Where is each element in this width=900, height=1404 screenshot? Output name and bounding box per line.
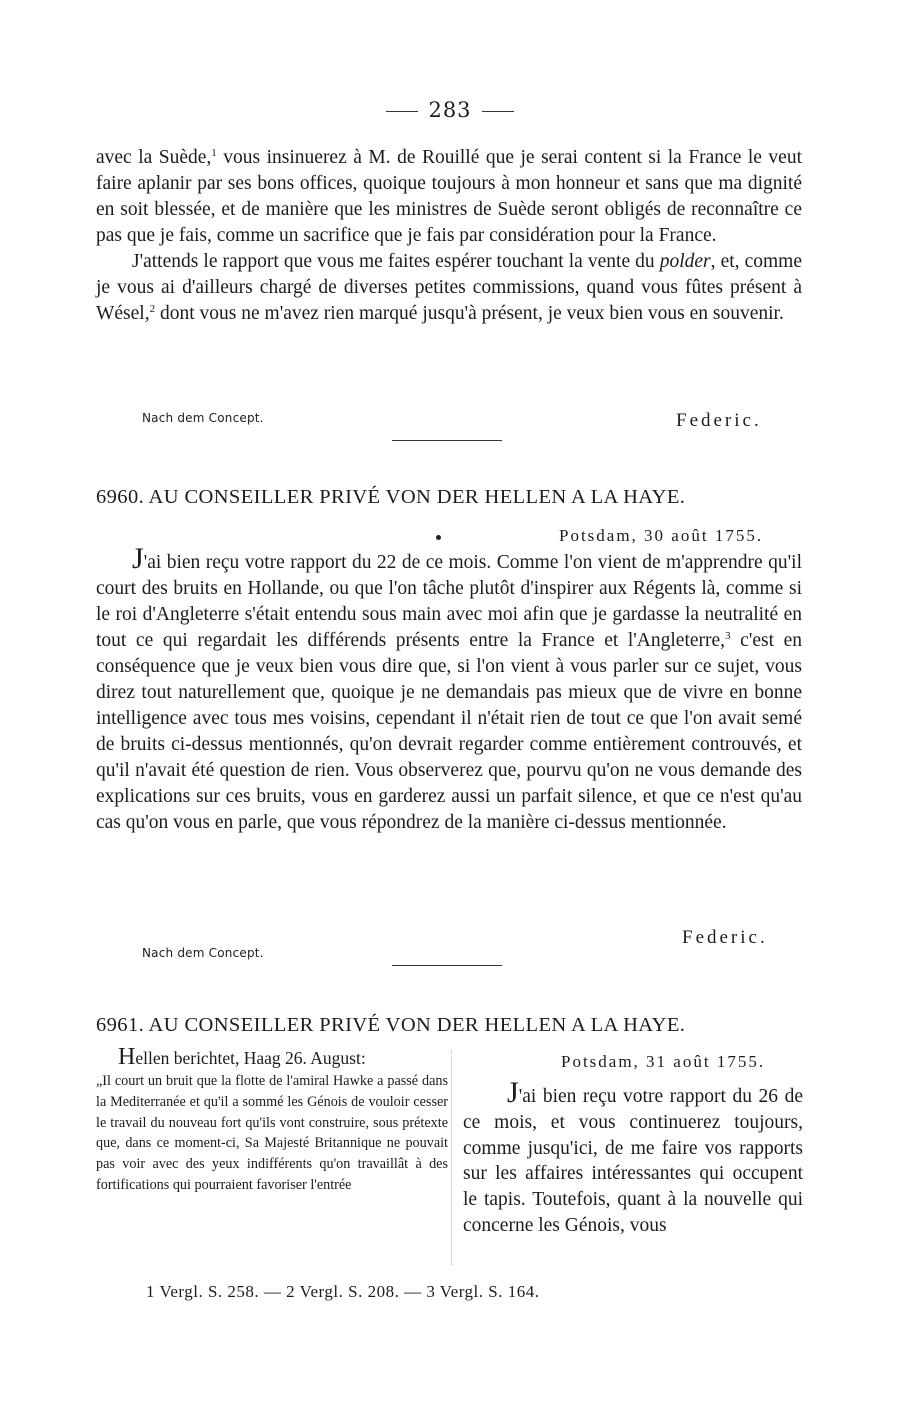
letter-body-6961 (463, 1076, 803, 1239)
footnote-ref-3[interactable]: 3 (725, 630, 731, 642)
intro-paragraph-1: avec la Suède,$^1$ vous insinuerez à M. de Rouillé que je serai content si la France le veut faire aplanir par ses bons offices, quoique toujours à mon honneur et sans que ma dignité en soit blessée, et de manière que les ministres de Suède seront obligés de reconnaître ce pas que je fais, comme un sacrifice que je fais par considération pour la France. (96, 147, 802, 246)
source-note: Nach dem Concept. (142, 411, 264, 425)
summary-lead: Hellen berichtet, Haag 26. August: (118, 1044, 366, 1070)
section-divider (392, 965, 502, 966)
footnotes: 1 Vergl. S. 258. — 2 Vergl. S. 208. — 3 Vergl. S. 164. (146, 1282, 540, 1301)
column-separator (451, 1050, 452, 1265)
dropcap-j: J (507, 1076, 519, 1109)
dropcap-h: H (118, 1044, 136, 1070)
page-number-dash-right (482, 111, 514, 112)
letter-paragraph-6961: J'ai bien reçu votre rapport du 26 de ce mois, et vous continuerez toujours, comme jusqu'ici, de me faire vos rapports sur les affaires intéressantes qui occupent le tapis. Toutefois, quant à la nouvelle qui concerne les Génois, vous (463, 1076, 803, 1236)
footnote-ref-1[interactable]: 1 (211, 147, 217, 159)
letter-heading-6961: 6961. AU CONSEILLER PRIVÉ VON DER HELLEN A LA HAYE. (96, 1014, 686, 1036)
source-note-6960: Nach dem Concept. (142, 946, 264, 960)
dropcap-j: J (132, 542, 144, 575)
place-date-6960: Potsdam, 30 août 1755. (559, 526, 764, 545)
summary-quote: „Il court un bruit que la flotte de l'amiral Hawke a passé dans la Mediterranée et qu'il a sommé les Génois de vouloir cesser le travail du nouveau fort qu'ils vont construire, sous prétexte que, dans ce moment-ci, Sa Majesté Britannique ne pouvait pas voir avec des yeux indifférents qu'on travaillât à des fortifications qui pourraient favoriser l'entrée (96, 1073, 448, 1193)
footnote-ref-2[interactable]: 2 (149, 303, 156, 315)
summary-column (96, 1046, 448, 1196)
letter-body-6960 (96, 542, 802, 836)
intro-text (96, 145, 802, 327)
stray-dot (436, 535, 441, 540)
signature: Federic. (676, 410, 762, 431)
page-number-dash-left (386, 111, 418, 112)
page-number: 283 (0, 98, 900, 122)
signature-6960: Federic. (682, 927, 768, 948)
letter-heading-6960: 6960. AU CONSEILLER PRIVÉ VON DER HELLEN A LA HAYE. (96, 486, 686, 508)
place-date-6961: Potsdam, 31 août 1755. (561, 1052, 766, 1071)
section-divider (392, 440, 502, 441)
letter-paragraph-6960: J'ai bien reçu votre rapport du 22 de ce mois. Comme l'on vient de m'apprendre qu'il court des bruits en Hollande, ou que l'on tâche plutôt d'inspirer aux Régents là, comme si le roi d'Angleterre s'était entendu sous main avec moi afin que je gardasse la neutralité en tout ce qui regardait les différends présents entre la France et l'Angleterre,$^3$ c'est en conséquence que je veux bien vous dire que, si l'on vient à vous parler sur ce sujet, vous direz tout naturellement que, quoique je ne demandais pas mieux que de vivre en bonne intelligence avec tous mes voisins, cependant il n'était rien de tout ce que l'on avait semé de bruits ci-dessus mentionnés, qu'on devrait regarder comme entièrement controuvés, et qu'il n'avait été question de rien. Vous observerez que, pourvu qu'on ne vous demande des explications sur ces bruits, vous en garderez aussi un parfait silence, et que ce n'est qu'au cas qu'on vous en parle, que vous répondrez de la manière ci-dessus mentionnée. (96, 542, 802, 833)
polder-italic: polder (659, 251, 711, 272)
intro-paragraph-2: J'attends le rapport que vous me faites espérer touchant la vente du polder, et, comme je vous ai d'ailleurs chargé de diverses petites commissions, quand vous fûtes présent à Wésel,$^2$ dont vous ne m'avez rien marqué jusqu'à présent, je veux bien vous en souvenir. (96, 251, 802, 324)
